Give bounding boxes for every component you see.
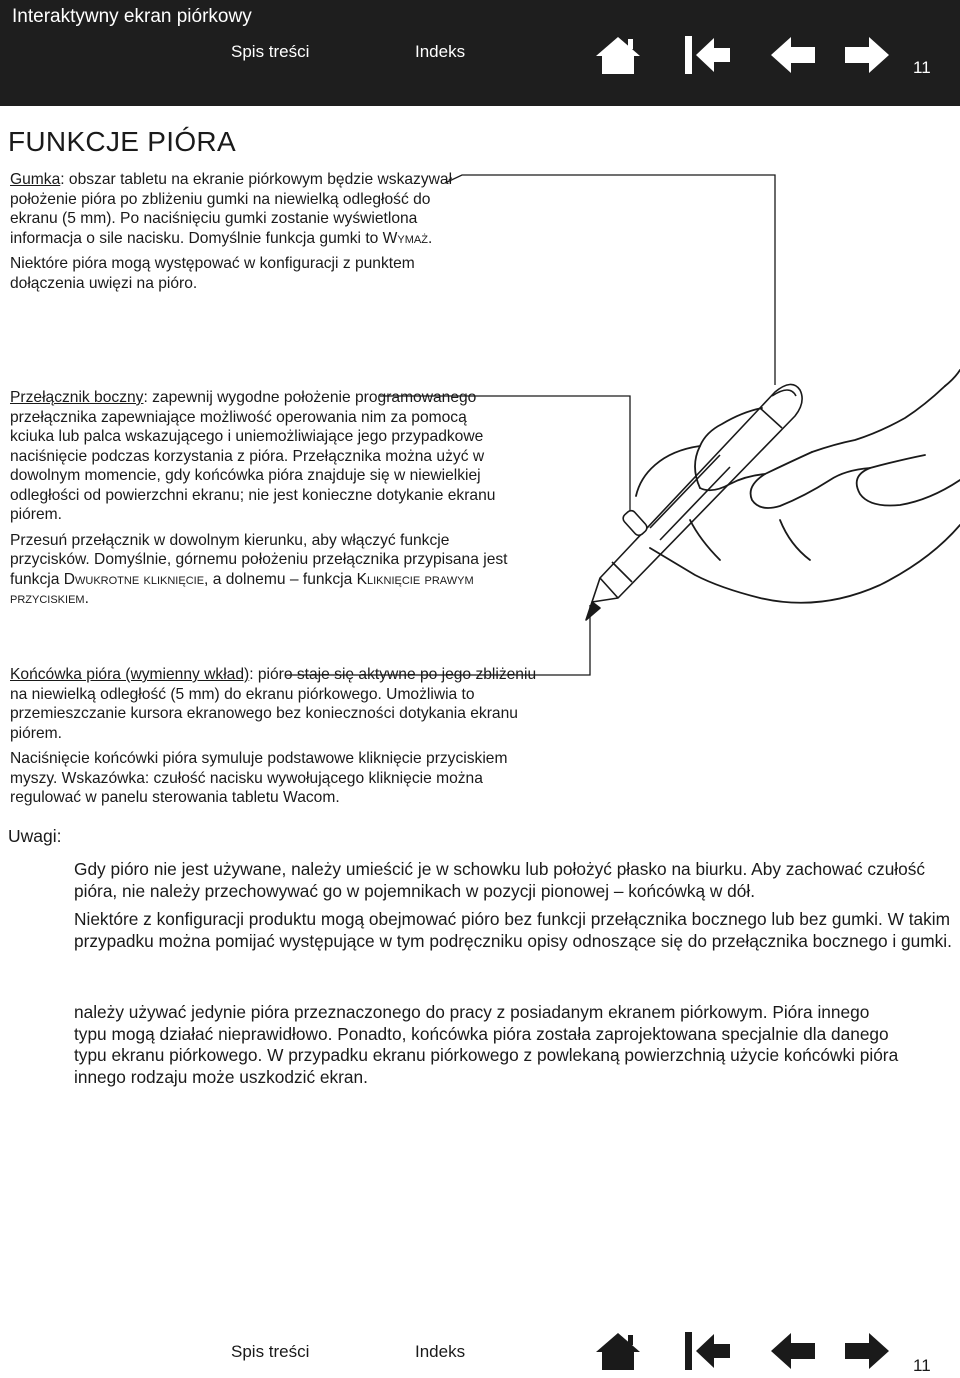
footer-index-link[interactable]: Indeks — [415, 1342, 466, 1361]
footer-home-icon[interactable] — [594, 1330, 642, 1372]
side-switch-description: Przełącznik boczny: zapewnij wygodne położenie programowanego przełącznika zapewniające możliwość operowania nim za pomocą kciuka lub palca wskazującego i uniemożliwiające jego przypadkowe naciśnięcie podczas korzystania z pióra. Przełącznika można użyć w dowolnym momencie, gdy końcówka pióra znajduje się w niewielkiej odległości od powierzchni ekranu; nie jest konieczne dotykanie ekranu piórem. — [10, 389, 496, 523]
notes-section — [74, 859, 954, 952]
important-label — [6, 1002, 74, 1024]
eraser-function: Wymaż — [382, 229, 428, 247]
previous-page-icon[interactable] — [768, 34, 818, 76]
index-link[interactable]: Indeks — [415, 42, 466, 61]
eraser-section — [10, 170, 470, 293]
toc-link[interactable]: Spis treści — [231, 42, 310, 61]
right-click-function: Kliknięcie prawym przyciskiem — [10, 570, 474, 607]
footer-next-page-icon[interactable] — [842, 1330, 892, 1372]
next-page-icon[interactable] — [842, 34, 892, 76]
page-number: 11 — [913, 58, 931, 77]
page-heading: FUNKCJE PIÓRA — [8, 126, 236, 157]
eraser-leader-line — [445, 175, 775, 385]
important-text: należy używać jedynie pióra przeznaczonego do pracy z posiadanym ekranem piórkowym. Pióra innego typu mogą działać nieprawidłowo. Ponadto, końcówka pióra została zaprojektowana specjalnie dla danego typu ekranu piórkowego. W przypadku ekranu piórkowego z powlekaną powierzchnią użycie końcówki pióra innego rodzaju może uszkodzić ekran. — [74, 1002, 899, 1087]
tip-description: Końcówka pióra (wymienny wkład): pióro staje się aktywne po jego zbliżeniu na niewielką odległość (5 mm) do ekranu piórkowego. Umożliwia to przemieszczanie kursora ekranowego bez konieczności dotykania ekranu piórem. — [10, 666, 537, 742]
home-icon[interactable] — [594, 34, 642, 76]
note-storage: Gdy pióro nie jest używane, należy umieścić je w schowku lub położyć płasko na biurku. Aby zachować czułość pióra, nie należy przechowywać go w pojemnikach w pozycji pionowej – końcówką w dół. — [74, 859, 926, 901]
footer-bar — [0, 1318, 960, 1378]
footer-toc-link[interactable]: Spis treści — [231, 1342, 310, 1361]
notes-label: Uwagi: — [8, 826, 62, 846]
first-page-icon[interactable] — [683, 34, 733, 76]
tip-click-info: Naciśnięcie końcówki pióra symuluje podstawowe kliknięcie przyciskiem myszy. Wskazówka: czułość nacisku wywołującego kliknięcie można regulować w panelu sterowania tabletu Wacom. — [10, 750, 508, 806]
important-section — [6, 1002, 906, 1088]
side-switch-term: Przełącznik boczny — [10, 389, 144, 406]
side-switch-section — [10, 388, 515, 609]
side-switch-functions: Przesuń przełącznik w dowolnym kierunku, aby włączyć funkcje przycisków. Domyślnie, górnemu położeniu przełącznika przypisana jest funkcja Dwukrotne kliknięcie, a dolnemu – funkcja Kliknięcie prawym przyciskiem. — [10, 531, 508, 607]
tip-term: Końcówka pióra (wymienny wkład) — [10, 666, 250, 683]
eraser-note: Niektóre pióra mogą występować w konfiguracji z punktem dołączenia uwięzi na pióro. — [10, 255, 415, 292]
footer-previous-page-icon[interactable] — [768, 1330, 818, 1372]
header-bar — [0, 0, 960, 106]
footer-page-number: 11 — [913, 1356, 931, 1375]
footer-first-page-icon[interactable] — [683, 1330, 733, 1372]
note-configurations: Niektóre z konfiguracji produktu mogą obejmować pióro bez funkcji przełącznika bocznego lub bez gumki. W takim przypadku można pomijać występujące w tym podręczniku opisy odnoszące się do przełącznika bocznego i gumki. — [74, 909, 952, 951]
tip-section — [10, 665, 540, 808]
eraser-description: Gumka: obszar tabletu na ekranie piórkowym będzie wskazywał położenie pióra po zbliżeniu gumki na niewielką odległość do ekranu (5 mm). Po naciśnięciu gumki zostanie wyświetlona informacja o sile nacisku. Domyślnie funkcja gumki to Wymaż. — [10, 171, 453, 247]
document-title: Interaktywny ekran piórkowy — [12, 6, 252, 27]
double-click-function: Dwukrotne kliknięcie — [63, 570, 205, 588]
eraser-term: Gumka — [10, 171, 61, 188]
